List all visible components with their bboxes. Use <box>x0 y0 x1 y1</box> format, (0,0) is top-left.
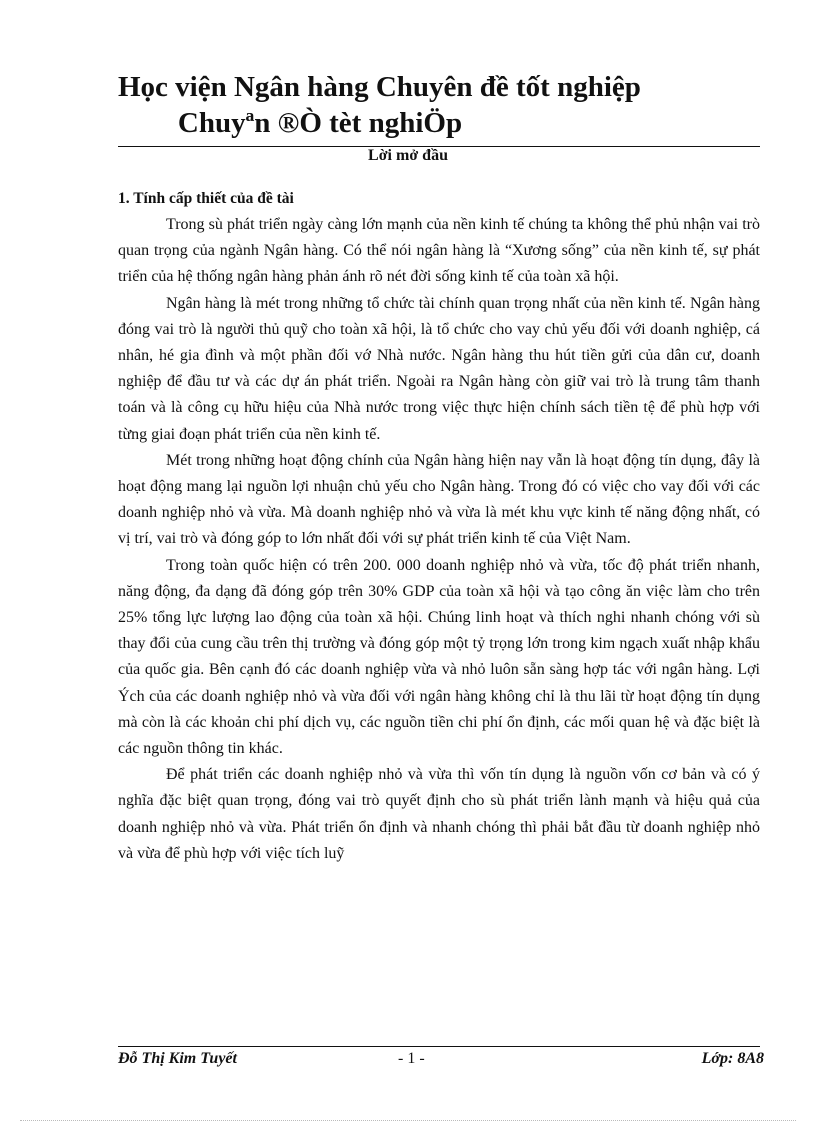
footer-class: Lớp: 8A8 <box>701 1050 764 1067</box>
paragraph: Để phát triển các doanh nghiệp nhỏ và vừa thì vốn tín dụng là nguồn vốn cơ bản và có ý nghĩa đặc biệt quan trọng, đóng vai trò quyết định cho sù phát triển lành mạnh và hiệu quả của doanh nghiệp nhỏ và vừa. Phát triển ổn định và nhanh chóng thì phải bắt đầu từ doanh nghiệp nhỏ và vừa để phù hợp với việc tích luỹ <box>118 766 760 862</box>
paragraph: Trong toàn quốc hiện có trên 200. 000 doanh nghiệp nhỏ và vừa, tốc độ phát triển nhanh, năng động, đa dạng đã đóng góp trên 30% GDP của toàn xã hội và tạo công ăn việc làm cho trên 25% tổng lực lượng lao động của toàn xã hội. Chúng linh hoạt và thích nghi nhanh chóng với sù thay đổi của cung cầu trên thị trường và đóng góp một tỷ trọng lớn trong kim ngạch xuất nhập khẩu của quốc gia. Bên cạnh đó các doanh nghiệp vừa và nhỏ luôn sẵn sàng hợp tác với ngân hàng. Lợi Ých của các doanh nghiệp nhỏ và vừa đối với ngân hàng không chỉ là thu lãi từ hoạt động tín dụng mà còn là các khoản chi phí dịch vụ, các nguồn tiền chi phí ổn định, các mối quan hệ và đặc biệt là các nguồn thông tin khác. <box>118 556 760 758</box>
footer-divider <box>118 1046 760 1047</box>
page-bottom-dotted-line <box>20 1120 796 1121</box>
header-subtitle: Chuyªn ®Ò tèt nghiÖp <box>177 107 463 139</box>
footer-author: Đỗ Thị Kim Tuyết <box>118 1050 237 1067</box>
subsection-heading: 1. Tính cấp thiết của đề tài <box>118 190 294 207</box>
paragraph: Ngân hàng là mét trong những tổ chức tài chính quan trọng nhất của nền kinh tế. Ngân hàng đóng vai trò là người thủ quỹ cho toàn xã hội, là tổ chức cho vay chủ yếu đối với doanh nghiệp, cá nhân, hé gia đình và một phần đối vớ Nhà nước. Ngân hàng thu hút tiền gửi của dân cư, doanh nghiệp để đầu tư và các dự án phát triển. Ngoài ra Ngân hàng còn giữ vai trò là trung tâm thanh toán và là công cụ hữu hiệu của Nhà nước trong việc thực hiện chính sách tiền tệ để phù hợp với từng giai đoạn phát triển của nền kinh tế. <box>118 294 760 443</box>
header-title: Học viện Ngân hàng Chuyên đề tốt nghiệp <box>118 71 641 103</box>
paragraph: Trong sù phát triển ngày càng lớn mạnh của nền kinh tế chúng ta không thể phủ nhận vai trò quan trọng của ngành Ngân hàng. Có thể nói ngân hàng là “Xương sống” của nền kinh tế, sự phát triển của hệ thống ngân hàng phản ánh rõ nét đời sống kinh tế của toàn xã hội. <box>118 216 760 286</box>
paragraph: Mét trong những hoạt động chính của Ngân hàng hiện nay vẫn là hoạt động tín dụng, đây là hoạt động mang lại nguồn lợi nhuận chủ yếu cho Ngân hàng. Trong đó có việc cho vay đối với các doanh nghiệp nhỏ và vừa. Mà doanh nghiệp nhỏ và vừa là mét khu vực kinh tế năng động nhất, có vị trí, vai trò và đóng góp to lớn nhất đối với sự phát triển kinh tế của Việt Nam. <box>118 451 760 548</box>
body-text <box>118 212 760 867</box>
footer-page-number: - 1 - <box>398 1050 425 1067</box>
section-heading: Lời mở đầu <box>368 147 448 164</box>
